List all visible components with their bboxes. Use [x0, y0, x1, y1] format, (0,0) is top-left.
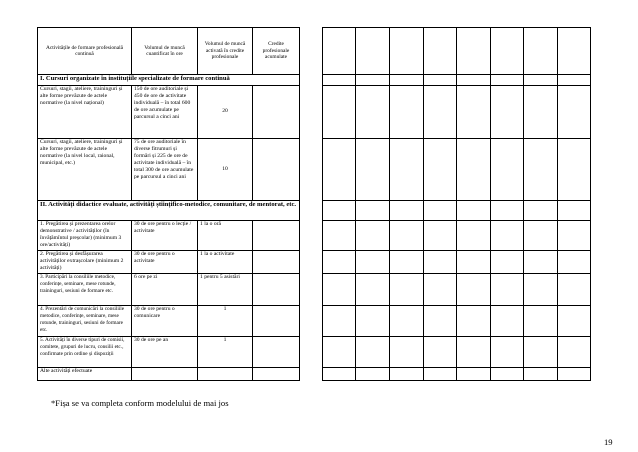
- accumulated-cell: [253, 139, 300, 201]
- hours-cell: 30 de ore pentru o comunicare: [132, 306, 198, 337]
- hours-cell: 6 ore pe zi: [132, 274, 198, 306]
- blank-grid-table: [322, 27, 591, 381]
- table-row: [38, 306, 300, 337]
- table-row: [38, 221, 300, 251]
- section-row: [38, 75, 300, 86]
- accumulated-cell: [253, 251, 300, 274]
- blank-row: [323, 86, 591, 139]
- footnote: *Fișa se va completa conform modelului de mai jos: [51, 398, 229, 408]
- blank-row: [323, 201, 591, 221]
- activity-cell: Cursuri, stagii, ateliere, traininguri și alte forme prevăzute de actele normative (la nivel local, raional, municipal, etc.): [38, 139, 132, 201]
- activity-cell: Cursuri, stagii, ateliere, traininguri și alte forme prevăzute de actele normative (la nivel național): [38, 86, 132, 139]
- page-number: 19: [604, 437, 613, 447]
- credits-cell: 1: [198, 337, 253, 368]
- header-accumulated: Credite profesionale acumulate: [253, 28, 300, 75]
- table-row: [38, 368, 300, 381]
- accumulated-cell: [253, 86, 300, 139]
- hours-cell: [132, 368, 198, 381]
- blank-row: [323, 28, 591, 75]
- hours-cell: 30 de ore pentru o lecție / activitate: [132, 221, 198, 251]
- table-row: [38, 337, 300, 368]
- activity-cell: 3. Participări la consiliile metodice, conferințe, seminare, mese rotunde, traininguri, sesiuni de formare etc.: [38, 274, 132, 306]
- hours-cell: 150 de ore auditoriale și 450 de ore de activitate individuală – în total 600 de ore acumulate pe parcursul a cinci ani: [132, 86, 198, 139]
- blank-row: [323, 139, 591, 201]
- activity-cell: 1. Pregătirea și prezentarea orelor demonstrative / activităților (în învățămîntul preșcolar) (minimum 3 ore/activități): [38, 221, 132, 251]
- hours-cell: 30 de ore pe an: [132, 337, 198, 368]
- header-activities: Activitățile de formare profesională continuă: [38, 28, 132, 75]
- accumulated-cell: [253, 221, 300, 251]
- blank-row: [323, 337, 591, 368]
- accumulated-cell: [253, 274, 300, 306]
- accumulated-cell: [253, 306, 300, 337]
- header-credits: Volumul de muncă activată în credite profesionale: [198, 28, 253, 75]
- table-row: [38, 251, 300, 274]
- blank-row: [323, 75, 591, 86]
- table-row: [38, 274, 300, 306]
- table-row: [38, 86, 300, 139]
- activity-cell: 5. Activități în diverse tipuri de comisii, comitete, grupuri de lucru, consilii etc., confirmate prin ordine și dispoziții: [38, 337, 132, 368]
- credits-cell: 10: [198, 139, 253, 201]
- blank-row: [323, 306, 591, 337]
- credits-cell: 1 la o oră: [198, 221, 253, 251]
- section-1-title: I. Cursuri organizate în instituțiile specializate de formare continuă: [38, 75, 300, 86]
- credits-cell: 1: [198, 306, 253, 337]
- table-row: [38, 139, 300, 201]
- section-row: [38, 201, 300, 221]
- credits-cell: 20: [198, 86, 253, 139]
- credits-cell: 1 la o activitate: [198, 251, 253, 274]
- hours-cell: 30 de ore pentru o activitate: [132, 251, 198, 274]
- accumulated-cell: [253, 368, 300, 381]
- table-header-row: [38, 28, 300, 75]
- activity-cell: 4. Prezentări de comunicări la consiliile metodice, conferințe, seminare, mese rotunde, traininguri, sesiuni de formare etc.: [38, 306, 132, 337]
- credits-cell: [198, 368, 253, 381]
- accumulated-cell: [253, 337, 300, 368]
- credits-cell: 1 pentru 5 asistări: [198, 274, 253, 306]
- blank-row: [323, 368, 591, 381]
- activity-cell: 2. Pregătirea și desfășurarea activităților extrașcolare (minimum 2 activități): [38, 251, 132, 274]
- header-hours: Volumul de muncă cuantificat în ore: [132, 28, 198, 75]
- activity-cell: Alte activități efectuate: [38, 368, 132, 381]
- section-2-title: II. Activități didactice evaluate, activități științifico-metodice, comunitare, de mentorat, etc.: [38, 201, 300, 221]
- blank-row: [323, 221, 591, 251]
- activities-table: [37, 27, 300, 381]
- hours-cell: 75 de ore auditoriale în diverse fitrumuri și formări și 225 de ore de activitate individuală – în total 300 de ore acumulate pe parcursul a cinci ani: [132, 139, 198, 201]
- blank-row: [323, 251, 591, 274]
- blank-row: [323, 274, 591, 306]
